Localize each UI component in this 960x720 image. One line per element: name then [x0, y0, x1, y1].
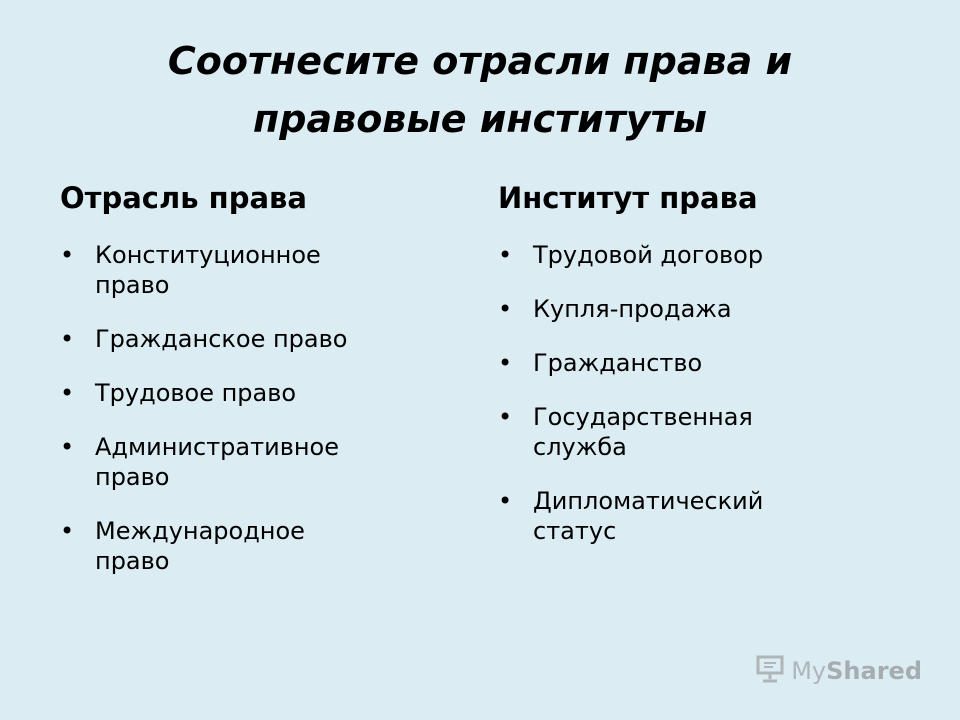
list-item: [60, 240, 460, 300]
institution-of-law-heading: Институт права: [498, 181, 758, 215]
list-item: [60, 378, 460, 408]
slide-title: [0, 32, 960, 148]
list-item: [498, 486, 918, 546]
list-item-text: Конституционное: [95, 241, 321, 269]
list-item: [60, 324, 460, 354]
list-item-text: Трудовое право: [95, 379, 297, 407]
list-item-text-cont: служба: [533, 433, 627, 461]
list-item: [498, 294, 918, 324]
bullet: •: [60, 325, 75, 353]
list-item-text: Гражданское право: [95, 325, 348, 353]
bullet: •: [60, 379, 75, 407]
list-item-text-cont: статус: [533, 517, 617, 545]
list-item-text: Купля-продажа: [533, 295, 732, 323]
slide-title-line-1: Соотнесите отрасли права и: [167, 39, 793, 83]
institution-of-law-list: [498, 240, 918, 546]
bullet: •: [60, 241, 75, 269]
list-item-text: Трудовой договор: [533, 241, 764, 269]
list-item-text: Дипломатический: [533, 487, 764, 515]
list-item: [498, 348, 918, 378]
list-item: [498, 402, 918, 462]
myshared-watermark: [755, 655, 922, 687]
bullet: •: [60, 517, 75, 545]
bullet: •: [498, 349, 513, 377]
bullet: •: [60, 433, 75, 461]
list-item-text-cont: право: [95, 463, 170, 491]
branch-of-law-heading: Отрасль права: [60, 181, 307, 215]
list-item-text-cont: право: [95, 271, 170, 299]
institution-of-law-column: [498, 178, 918, 570]
list-item-text-cont: право: [95, 547, 170, 575]
myshared-logo-text: MyShared: [791, 657, 922, 685]
bullet: •: [498, 241, 513, 269]
branch-of-law-column: [60, 178, 460, 600]
presentation-board-icon: [755, 655, 785, 687]
list-item-text: Международное: [95, 517, 305, 545]
list-item-text: Государственная: [533, 403, 753, 431]
branch-of-law-list: [60, 240, 460, 576]
list-item-text: Гражданство: [533, 349, 703, 377]
list-item: [498, 240, 918, 270]
bullet: •: [498, 295, 513, 323]
bullet: •: [498, 487, 513, 515]
list-item-text: Административное: [95, 433, 339, 461]
list-item: [60, 516, 460, 576]
bullet: •: [498, 403, 513, 431]
list-item: [60, 432, 460, 492]
slide-title-line-2: правовые институты: [253, 97, 707, 141]
